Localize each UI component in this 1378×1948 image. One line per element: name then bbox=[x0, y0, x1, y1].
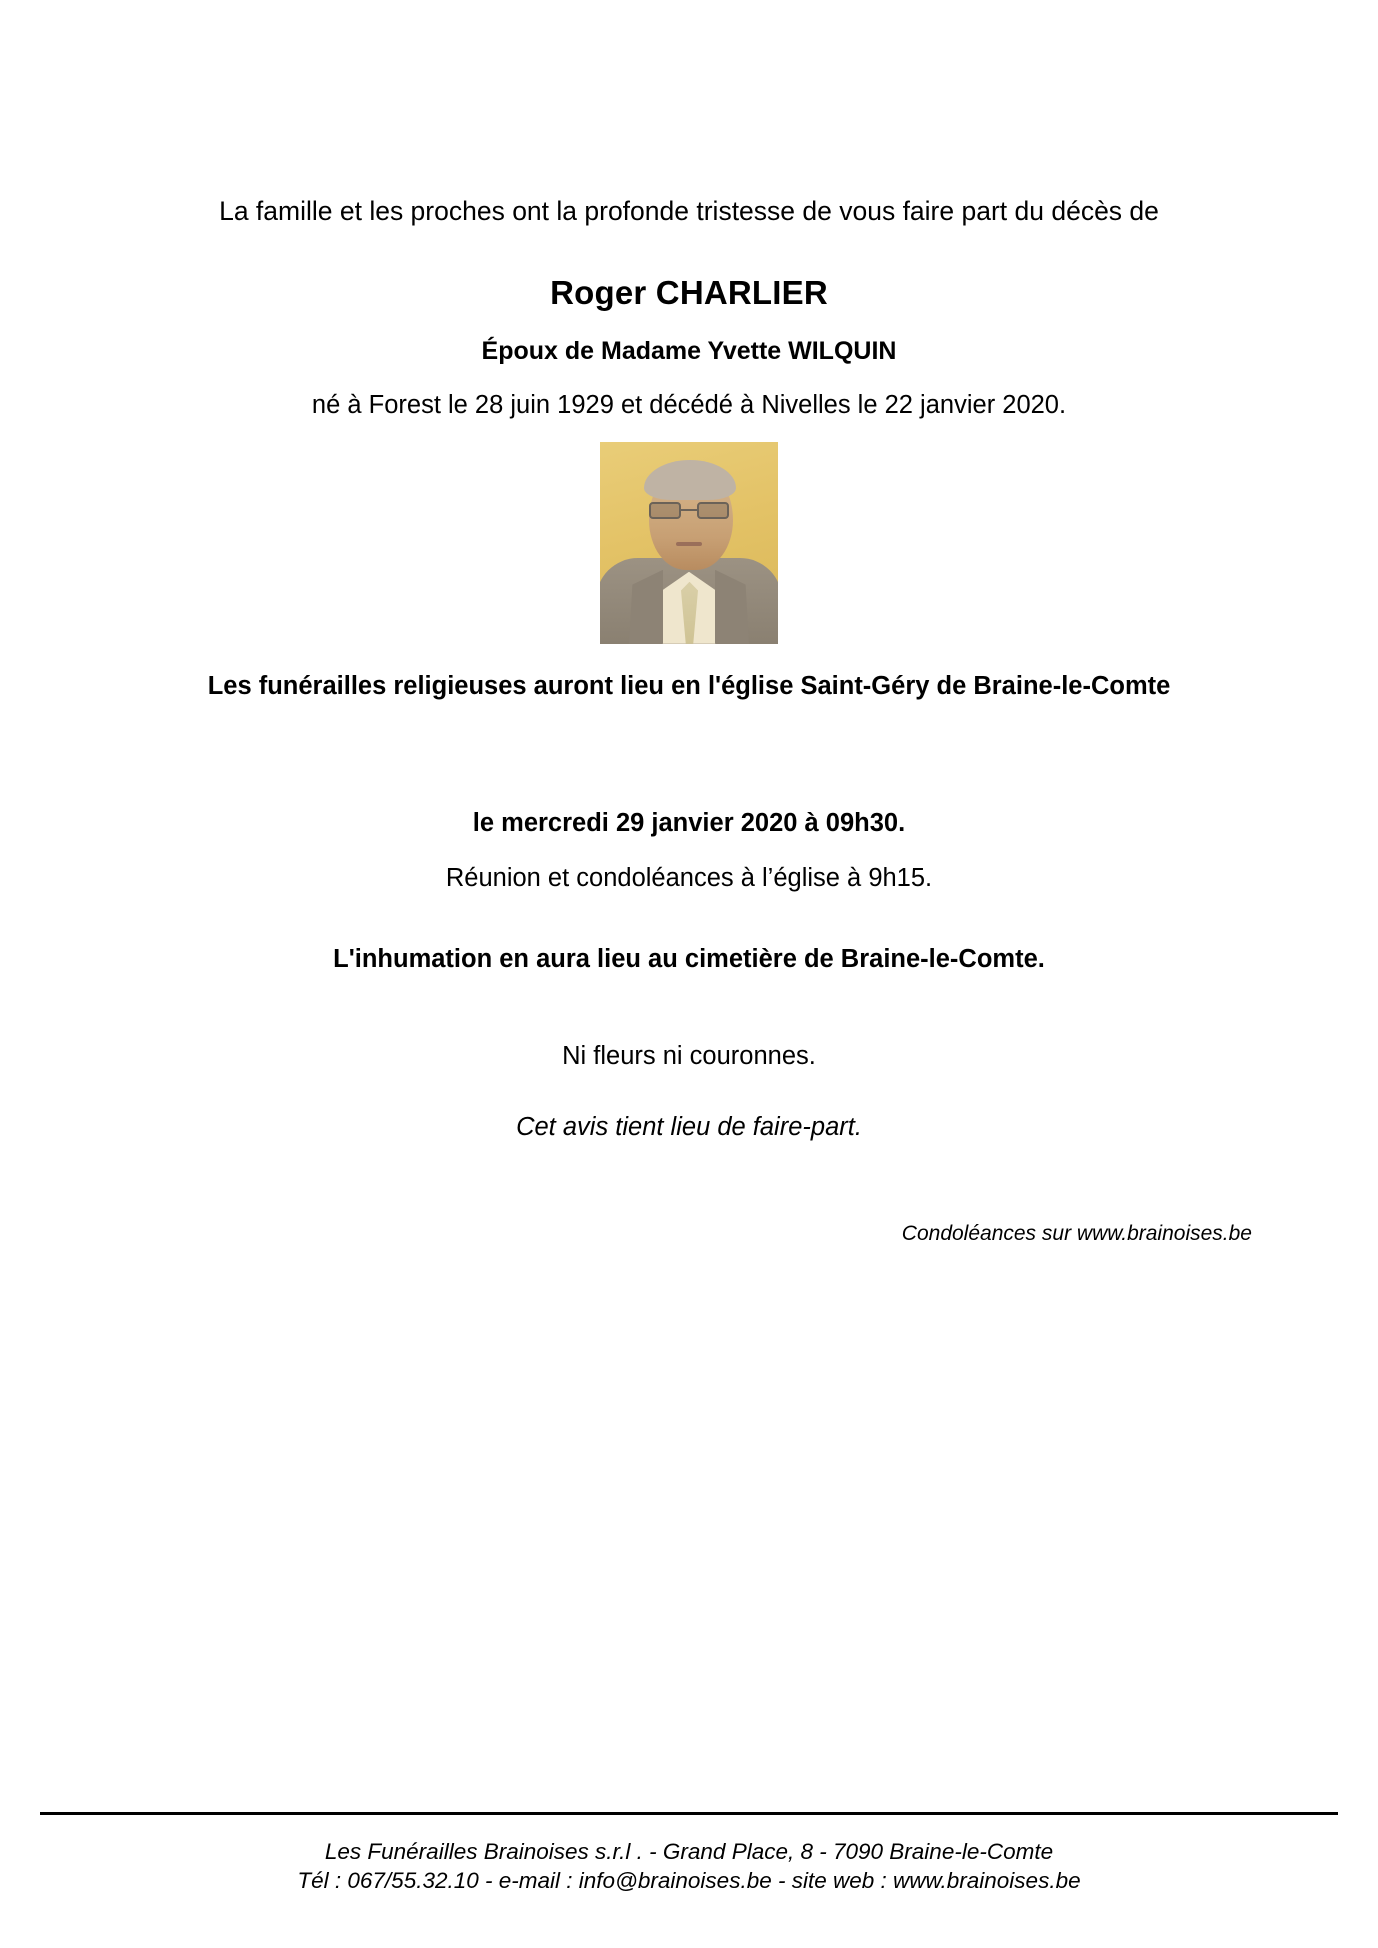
spacer bbox=[120, 838, 1258, 864]
spacer bbox=[120, 893, 1258, 945]
portrait-glasses-bridge bbox=[681, 509, 697, 511]
funeral-place-text: Les funérailles religieuses auront lieu en l'église Saint-Géry de Braine-le-Comte bbox=[207, 671, 1171, 700]
deceased-name: Roger CHARLIER bbox=[550, 273, 828, 311]
portrait-glasses bbox=[649, 502, 729, 519]
spacer bbox=[120, 366, 1258, 391]
notice-text: Cet avis tient lieu de faire-part. bbox=[516, 1112, 862, 1141]
top-spacer bbox=[120, 0, 1258, 196]
burial-text: L'inhumation en aura lieu au cimetière de Braine-le-Comte. bbox=[333, 944, 1045, 973]
spouse-text: Époux de Madame Yvette WILQUIN bbox=[481, 336, 897, 365]
portrait-lens-left bbox=[649, 502, 681, 519]
portrait-lens-right bbox=[697, 502, 729, 519]
footer bbox=[0, 1812, 1378, 1896]
spacer bbox=[120, 1142, 1258, 1222]
spacer bbox=[120, 228, 1258, 274]
funeral-datetime-text: le mercredi 29 janvier 2020 à 09h30. bbox=[472, 808, 906, 837]
spacer bbox=[120, 312, 1258, 337]
flowers-text: Ni fleurs ni couronnes. bbox=[562, 1041, 816, 1070]
portrait-photo bbox=[600, 442, 778, 644]
spacer bbox=[120, 1071, 1258, 1113]
spacer bbox=[120, 974, 1258, 1042]
spacer bbox=[120, 420, 1258, 442]
footer-divider bbox=[40, 1812, 1338, 1815]
gathering-text: Réunion et condoléances à l’église à 9h15. bbox=[445, 863, 933, 892]
footer-contact: Tél : 067/55.32.10 - e-mail : info@brainoises.be - site web : www.brainoises.be bbox=[297, 1868, 1081, 1894]
portrait-container bbox=[120, 442, 1258, 644]
birth-death-text: né à Forest le 28 juin 1929 et décédé à Nivelles le 22 janvier 2020. bbox=[311, 390, 1067, 419]
intro-text: La famille et les proches ont la profonde tristesse de vous faire part du décès de bbox=[219, 196, 1159, 226]
spacer bbox=[120, 644, 1258, 672]
footer-address: Les Funérailles Brainoises s.r.l . - Grand Place, 8 - 7090 Braine-le-Comte bbox=[324, 1838, 1054, 1864]
spacer bbox=[120, 701, 1258, 809]
condolences-link-text[interactable]: Condoléances sur www.brainoises.be bbox=[901, 1221, 1252, 1245]
portrait-mouth bbox=[676, 542, 702, 546]
